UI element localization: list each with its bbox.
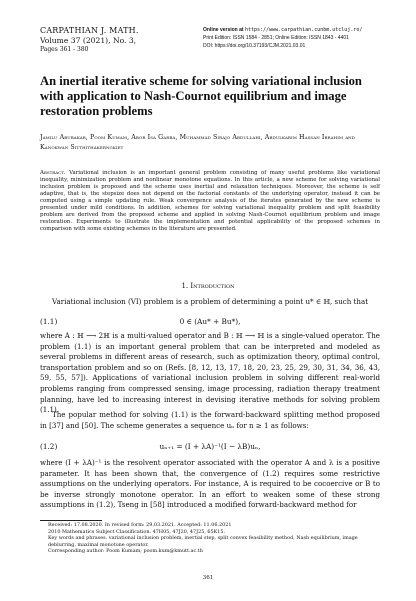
equation-number: (1.2) [40,442,58,451]
journal-volume: Volume 37 (2021), No. 3, [40,35,137,45]
footnote-rule [40,520,102,521]
publication-info [203,27,362,50]
online-version-label: Online version at [203,27,244,33]
equation-expression: 0 ∈ (Au* + Bu*), [179,317,241,326]
doi-link[interactable]: DOI: https://doi.org/10.37193/CJM.2021.03.01 [203,42,306,49]
intro-paragraph-4: where (I + λA)⁻¹ is the resolvent operator associated with the operator A and λ is a positive parameter. It has been shown that, the convergence of (1.2) requires some restrictive assumptions on the underlying operators. For instance, A is required to be cocoercive or B to be inverse strongly monotone operator. In an effort to weaken some of these strong assumptions in (1.2), Tseng in [58] introduced a modified forward-backward method for [40,458,380,510]
equation-expression: uₙ₊₁ = (I + λA)⁻¹(I − λB)uₙ, [159,442,261,451]
online-url-link[interactable]: https://www.carpathian.cunbm.utcluj.ro/ [244,27,363,33]
footnotes [40,522,380,555]
journal-header [40,26,139,55]
equation-number: (1.1) [40,317,58,326]
journal-name: CARPATHIAN J. MATH. [40,26,139,35]
abstract [40,170,380,233]
online-version-line [203,27,362,35]
intro-paragraph-2: where A : ℍ ⟶ 2ℍ is a multi-valued operator and B : ℍ ⟶ ℍ is a single-valued operator. The problem (1.1) is an important general problem that can be interpreted and modeled as several problems in different areas of research, such as optimization theory, optimal control, transportation problem and so on (Refs. [8, 12, 13, 17, 18, 20, 23, 25, 29, 30, 31, 34, 36, 43, 59, 55, 57]). Applications of variational inclusion problem in solving different real-world problems ranging from compressed sensing, image processing, radiation therapy treatment planning, have led to increasing interest in devising iterative methods for solving problem (1.1). [40,331,380,415]
journal-pages: Pages 361 - 380 [40,46,89,54]
author-list: Jamilu Abubakar, Poom Kumam, Abor Isa Garba, Muhammad Sirajo Abdullahi, Abdulkarim Hassan Ibrahim and Kanokwan Sitthithakerngkiet [40,134,356,151]
section-heading-introduction: 1. Introduction [181,282,235,290]
abstract-text: Variational inclusion is an important general problem consisting of many useful problems like variational inequality, minimization problem and nonlinear monotone equations. In this article, a new scheme for solving variational inclusion problem is proposed and the scheme uses inertial and relaxation techniques. Moreover, the scheme is self adaptive, that is, the stepsize does not depend on the factorial constants of the underlying operator, instead it can be computed using a simple updating rule. Weak convergence analysis of the iterates generated by the new scheme is presented under mild conditions. In addition, schemes for solving variational inequality problem and split feasibility problem are derived from the proposed scheme and applied in solving Nash-Cournot equilibrium problem and image restoration. Experiments to illustrate the implementation and potential applicability of the proposed schemes in comparison with some existing schemes in the literature are presented. [40,170,380,233]
issn-line: Print Edition: ISSN 1584 - 2851; Online Edition: ISSN 1843 - 4401 [203,34,349,41]
intro-paragraph-1: Variational inclusion (VI) problem is a problem of determining a point u* ∈ ℍ, such that [52,297,369,306]
paper-title: An inertial iterative scheme for solving variational inclusion with application to Nash-Cournot equilibrium and image restoration problems [40,74,362,118]
intro-paragraph-3: The popular method for solving (1.1) is the forward-backward splitting method proposed in [37] and [50]. The scheme generates a sequence uₙ for n ≥ 1 as follows: [40,410,380,430]
footnote-keywords: Key words and phrases. variational inclusion problem, inertial step, split convex feasibility method, Nash equilibrium, image deblurring, maximal monotone operator. [48,535,358,548]
footnote-corresponding-author: Corresponding author: Poom Kumam; poom.kum@kmutt.ac.th [48,548,203,555]
page-number: 361 [202,575,214,581]
footnote-msc: 2010 Mathematics Subject Classification. 47H05, 47J20, 47J25, 65K15. [48,528,226,535]
footnote-received: Received: 17.08.2020. In revised form: 29.03.2021. Accepted: 11.06.2021 [48,522,232,528]
abstract-label: Abstract. [40,170,66,176]
